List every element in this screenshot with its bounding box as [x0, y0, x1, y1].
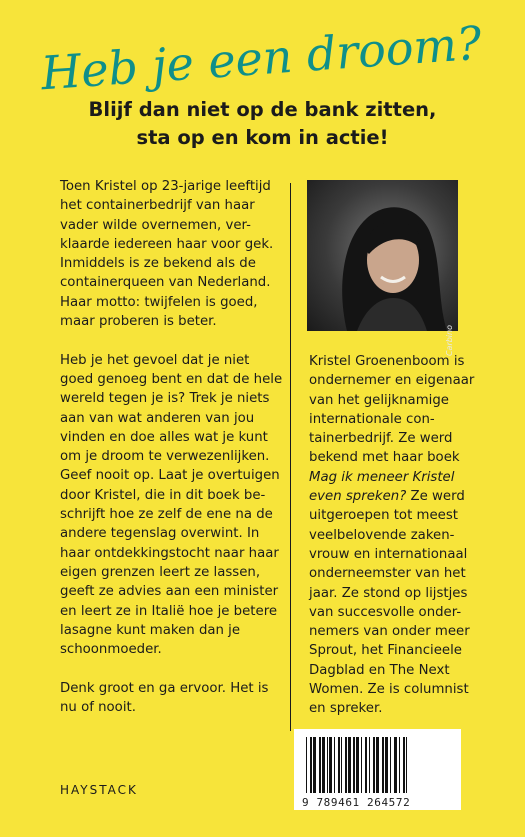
text-line: containerqueen van Nederland.	[60, 275, 271, 291]
text-line: maar proberen is beter.	[60, 314, 217, 330]
text-line: vader wilde overnemen, ver-	[60, 217, 251, 233]
text-line: wereld tegen je is? Trek je niets	[60, 391, 270, 407]
barcode-bars	[302, 737, 453, 795]
barcode-bar	[385, 737, 388, 793]
barcode-bar	[361, 737, 362, 793]
barcode-bar	[341, 737, 342, 793]
barcode-bar	[356, 737, 359, 793]
barcode-bar	[327, 737, 328, 793]
text-line: nemers van onder meer	[309, 624, 470, 640]
barcode-bar	[329, 737, 332, 793]
barcode-bar	[310, 737, 312, 793]
text-line: internationale con-	[309, 411, 435, 427]
text-line: vinden en doe alles wat je kunt	[60, 429, 268, 445]
barcode-bar	[322, 737, 325, 793]
blurb-paragraph-1	[60, 177, 275, 331]
text-line: onderneemster van het	[309, 566, 466, 582]
script-title-text: Heb je een droom?	[39, 15, 484, 101]
text-line: jaar. Ze stond op lijstjes	[309, 585, 468, 601]
text-line: uitgeroepen tot meest	[309, 508, 458, 524]
text-line: lasagne kunt maken dan je	[60, 622, 241, 638]
text-line: Denk groot en ga ervoor. Het is	[60, 680, 269, 696]
subtitle-line: sta op en kom in actie!	[136, 126, 389, 149]
text-line: ondernemer en eigenaar	[309, 373, 475, 389]
text-line: Dagblad en The Next	[309, 662, 450, 678]
barcode-bar	[319, 737, 321, 793]
text-line	[309, 468, 479, 487]
text-line: Toen Kristel op 23-jarige leeftijd	[60, 179, 271, 194]
blurb-column	[60, 177, 283, 737]
author-bio	[309, 352, 479, 719]
barcode-bar	[338, 737, 340, 793]
text-line: van het gelijknamige	[309, 392, 449, 408]
text-line: van succesvolle onder-	[309, 604, 462, 620]
blurb-paragraph-3	[60, 679, 275, 718]
text-line: schrijft hoe ze zelf de ene na de	[60, 507, 273, 523]
isbn-number: 9 789461 264572	[302, 796, 411, 809]
text-line: Haar motto: twijfelen is goed,	[60, 294, 258, 310]
text-line	[309, 487, 479, 506]
text-line: eigen grenzen leert ze lassen,	[60, 564, 261, 580]
text-line: nu of nooit.	[60, 700, 136, 716]
text-line: geeft ze advies aan een minister	[60, 584, 279, 600]
author-photo-image	[307, 180, 458, 331]
text-line: het containerbedrijf van haar	[60, 198, 255, 214]
barcode-bar	[353, 737, 355, 793]
barcode-bar	[406, 737, 407, 793]
text-line: Kristel Groenenboom is	[309, 354, 465, 369]
subtitle	[20, 96, 505, 152]
barcode-bar	[394, 737, 397, 793]
text-line: goed genoeg bent en dat de hele	[60, 371, 283, 387]
text-line: haar ontdekkingstocht naar haar	[60, 545, 279, 561]
barcode-bar	[403, 737, 405, 793]
photo-credit: Carbino	[445, 325, 454, 357]
barcode-bar	[365, 737, 367, 793]
text-fragment: Ze werd	[406, 489, 465, 505]
publisher-logo: HAYSTACK	[60, 783, 138, 797]
barcode-bar	[306, 737, 307, 793]
text-line: vrouw en internationaal	[309, 546, 468, 562]
text-line: door Kristel, die in dit boek be-	[60, 487, 266, 503]
text-line: klaarde iedereen haar voor gek.	[60, 236, 274, 252]
isbn-barcode	[294, 729, 461, 810]
text-line: Geef nooit op. Laat je overtuigen	[60, 468, 280, 484]
barcode-bar	[382, 737, 384, 793]
text-line: veelbelovende zaken-	[309, 527, 455, 543]
text-line: tainerbedrijf. Ze werd	[309, 431, 453, 447]
text-line: bekend met haar boek	[309, 450, 460, 466]
text-line: Inmiddels is ze bekend als de	[60, 256, 256, 272]
text-line: Heb je het gevoel dat je niet	[60, 352, 250, 368]
text-line: aan van wat anderen van jou	[60, 410, 255, 426]
column-divider	[290, 183, 291, 731]
author-photo	[307, 180, 458, 357]
blurb-paragraph-2	[60, 351, 283, 660]
barcode-bar	[376, 737, 379, 793]
text-line: en spreker.	[309, 701, 383, 717]
barcode-bar	[348, 737, 351, 793]
text-line: schoonmoeder.	[60, 642, 162, 658]
barcode-bar	[334, 737, 335, 793]
barcode-bar	[313, 737, 316, 793]
script-title	[0, 15, 525, 101]
text-line: en leert ze in Italië hoe je betere	[60, 603, 278, 619]
barcode-bar	[390, 737, 391, 793]
book-title: even spreken?	[309, 489, 407, 505]
book-title: Mag ik meneer Kristel	[309, 469, 455, 485]
barcode-bar	[345, 737, 347, 793]
text-line: Women. Ze is columnist	[309, 682, 469, 698]
barcode-bar	[369, 737, 370, 793]
text-line: andere tegenslag overwint. In	[60, 526, 260, 542]
text-line: om je droom te verwezenlijken.	[60, 449, 270, 465]
barcode-bar	[373, 737, 375, 793]
text-line: Sprout, het Financieele	[309, 643, 462, 659]
subtitle-line: Blijf dan niet op de bank zitten,	[88, 98, 437, 121]
barcode-bar	[399, 737, 400, 793]
